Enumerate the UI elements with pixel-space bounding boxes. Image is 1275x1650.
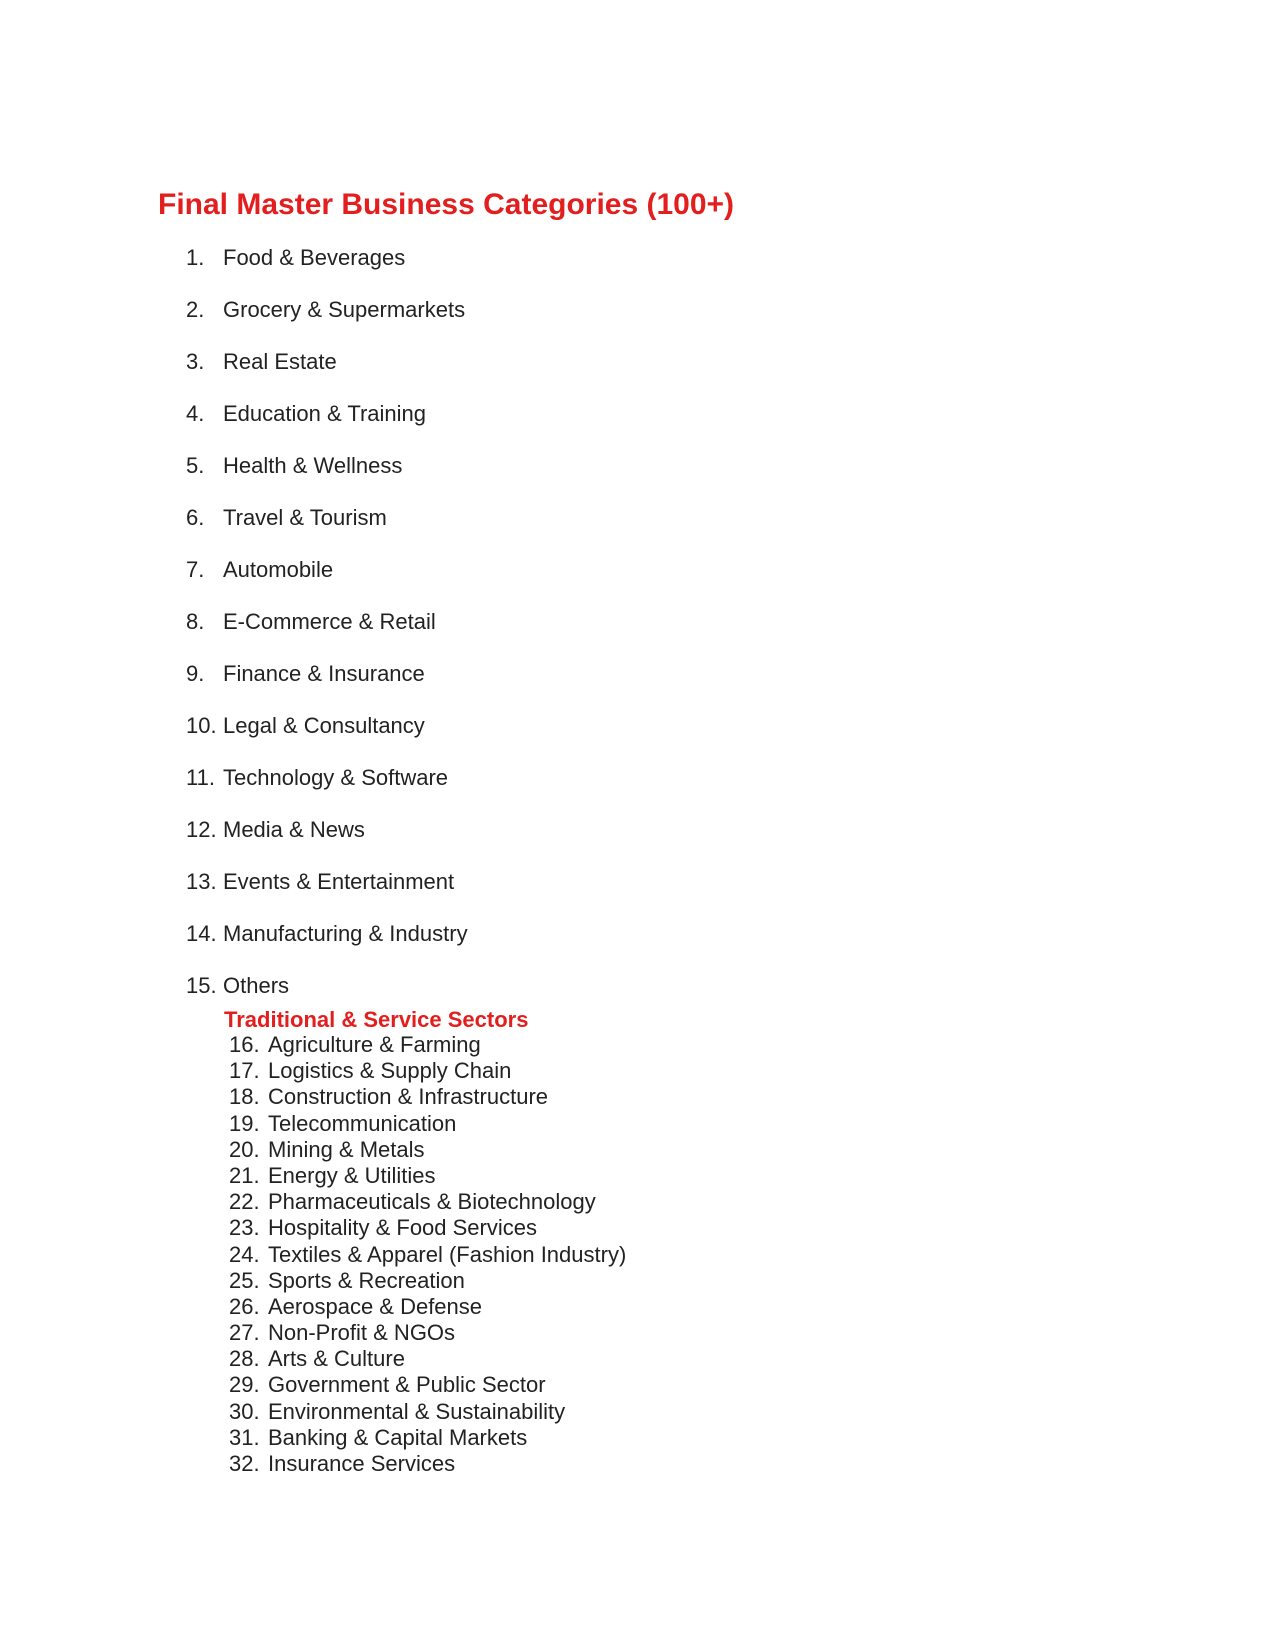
list-item-label: Logistics & Supply Chain bbox=[268, 1058, 512, 1084]
list-item bbox=[186, 816, 468, 868]
list-item bbox=[229, 1372, 626, 1398]
list-item bbox=[186, 504, 468, 556]
section-heading: Traditional & Service Sectors bbox=[224, 1007, 529, 1032]
list-item-number: 24. bbox=[229, 1241, 260, 1267]
list-item-number: 15. bbox=[186, 973, 217, 998]
list-item-label: Insurance Services bbox=[268, 1451, 456, 1476]
list-item bbox=[229, 1242, 626, 1268]
list-item bbox=[229, 1058, 626, 1084]
list-item-label: Pharmaceuticals & Biotechnology bbox=[268, 1189, 596, 1215]
list-item-label: Textiles & Apparel (Fashion Industry) bbox=[268, 1241, 627, 1267]
list-item-number: 20. bbox=[229, 1136, 260, 1162]
list-item bbox=[186, 764, 468, 816]
list-item bbox=[186, 608, 468, 660]
list-item bbox=[229, 1137, 626, 1163]
list-item-label: Health & Wellness bbox=[223, 453, 403, 478]
list-item-label: Agriculture & Farming bbox=[268, 1032, 481, 1057]
list-item-label: Finance & Insurance bbox=[223, 661, 425, 686]
list-item-label: Energy & Utilities bbox=[268, 1162, 436, 1188]
list-item-number: 6. bbox=[186, 505, 205, 530]
list-item-label: Media & News bbox=[223, 817, 365, 842]
list-item-label: Travel & Tourism bbox=[223, 505, 387, 530]
list-item-number: 13. bbox=[186, 869, 217, 894]
list-item-number: 4. bbox=[186, 401, 205, 426]
list-item bbox=[229, 1294, 626, 1320]
list-item bbox=[229, 1346, 626, 1372]
list-item-number: 2. bbox=[186, 297, 205, 322]
list-item bbox=[186, 556, 468, 608]
list-item-number: 30. bbox=[229, 1398, 260, 1424]
list-item-number: 10. bbox=[186, 713, 217, 738]
list-item bbox=[229, 1111, 626, 1137]
list-item-number: 22. bbox=[229, 1189, 260, 1215]
list-item bbox=[229, 1399, 626, 1425]
list-item-label: Automobile bbox=[223, 557, 334, 582]
list-item-number: 21. bbox=[229, 1162, 260, 1188]
list-item bbox=[186, 920, 468, 972]
list-item-number: 25. bbox=[229, 1267, 260, 1293]
list-item-label: Manufacturing & Industry bbox=[223, 921, 468, 946]
list-item bbox=[229, 1268, 626, 1294]
list-item bbox=[229, 1425, 626, 1451]
list-item-number: 12. bbox=[186, 817, 217, 842]
list-item-number: 31. bbox=[229, 1424, 260, 1450]
list-item-label: Others bbox=[223, 973, 290, 998]
list-item-number: 29. bbox=[229, 1372, 260, 1398]
list-item-number: 14. bbox=[186, 921, 217, 946]
list-item-label: Government & Public Sector bbox=[268, 1372, 546, 1398]
list-item-label: Banking & Capital Markets bbox=[268, 1424, 528, 1450]
list-item bbox=[229, 1084, 626, 1110]
list-item-label: Food & Beverages bbox=[223, 245, 406, 270]
list-item-label: Construction & Infrastructure bbox=[268, 1084, 549, 1110]
list-item-label: Sports & Recreation bbox=[268, 1267, 465, 1293]
list-item-number: 11. bbox=[186, 765, 215, 790]
list-item-number: 18. bbox=[229, 1084, 260, 1110]
list-item-number: 27. bbox=[229, 1320, 260, 1346]
list-item bbox=[229, 1451, 626, 1477]
list-item bbox=[186, 868, 468, 920]
list-item bbox=[229, 1189, 626, 1215]
list-item-label: Legal & Consultancy bbox=[223, 713, 425, 738]
list-item-number: 23. bbox=[229, 1215, 260, 1241]
list-item bbox=[186, 452, 468, 504]
list-item-number: 16. bbox=[229, 1032, 260, 1057]
list-item-number: 7. bbox=[186, 557, 205, 582]
list-item bbox=[186, 712, 468, 764]
list-item-label: Aerospace & Defense bbox=[268, 1293, 483, 1319]
list-item-label: E-Commerce & Retail bbox=[223, 609, 436, 634]
list-item-number: 9. bbox=[186, 661, 205, 686]
list-item-label: Arts & Culture bbox=[268, 1346, 405, 1372]
list-item bbox=[186, 296, 468, 348]
list-item-label: Technology & Software bbox=[223, 765, 449, 790]
list-item-label: Environmental & Sustainability bbox=[268, 1398, 566, 1424]
list-item-number: 19. bbox=[229, 1110, 260, 1136]
list-item-number: 32. bbox=[229, 1451, 260, 1476]
list-item bbox=[229, 1320, 626, 1346]
list-item-label: Mining & Metals bbox=[268, 1136, 425, 1162]
list-item-number: 3. bbox=[186, 349, 205, 374]
list-item-number: 26. bbox=[229, 1293, 260, 1319]
list-item-number: 1. bbox=[186, 245, 205, 270]
list-item bbox=[186, 660, 468, 712]
page-title: Final Master Business Categories (100+) bbox=[158, 188, 735, 221]
list-item-number: 8. bbox=[186, 609, 205, 634]
list-item bbox=[186, 244, 468, 296]
main-category-list bbox=[186, 244, 468, 1024]
list-item bbox=[186, 400, 468, 452]
list-item-label: Education & Training bbox=[223, 401, 427, 426]
sub-category-list bbox=[229, 1032, 626, 1477]
list-item-number: 17. bbox=[229, 1058, 260, 1084]
list-item-label: Events & Entertainment bbox=[223, 869, 455, 894]
list-item-label: Hospitality & Food Services bbox=[268, 1215, 537, 1241]
list-item bbox=[229, 1215, 626, 1241]
list-item bbox=[186, 348, 468, 400]
list-item bbox=[229, 1163, 626, 1189]
list-item-label: Real Estate bbox=[223, 349, 337, 374]
list-item-number: 5. bbox=[186, 453, 205, 478]
list-item-label: Grocery & Supermarkets bbox=[223, 297, 466, 322]
list-item-number: 28. bbox=[229, 1346, 260, 1372]
list-item-label: Non-Profit & NGOs bbox=[268, 1320, 456, 1346]
list-item bbox=[229, 1032, 626, 1058]
list-item-label: Telecommunication bbox=[268, 1110, 457, 1136]
